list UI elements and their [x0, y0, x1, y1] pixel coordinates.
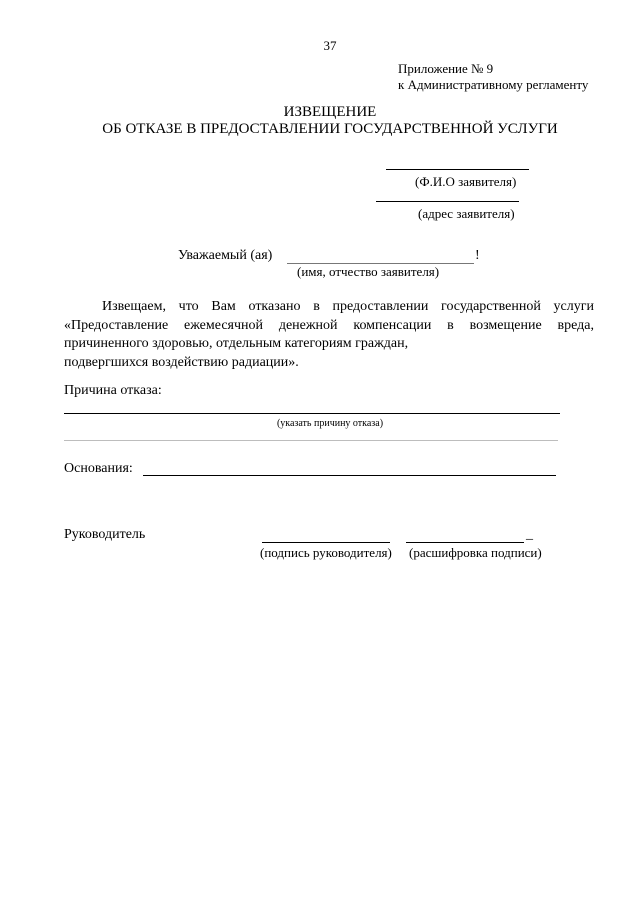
notice-body-line: Извещаем, что Вам отказано в предоставлении государственной услуги — [102, 299, 594, 314]
reason-caption: (указать причину отказа) — [276, 418, 384, 429]
appendix-reference: к Административному регламенту — [398, 77, 589, 92]
applicant-fio-caption: (Ф.И.О заявителя) — [415, 174, 517, 189]
basis-label: Основания: — [64, 461, 133, 476]
notice-body — [64, 298, 594, 372]
document-title: ИЗВЕЩЕНИЕ — [283, 104, 377, 120]
notice-body-line: «Предоставление ежемесячной денежной компенсации в возмещение вреда, — [64, 317, 594, 333]
applicant-fio-line — [386, 169, 529, 170]
page-number: 37 — [323, 38, 337, 53]
applicant-address-caption: (адрес заявителя) — [418, 206, 515, 221]
appendix-number: Приложение № 9 — [398, 61, 494, 76]
notice-body-line: подвергшихся воздействию радиации». — [64, 354, 299, 370]
notice-body-line: причиненного здоровью, отдельным категориям граждан, — [64, 336, 409, 351]
reason-line — [64, 413, 560, 414]
greeting-caption: (имя, отчество заявителя) — [297, 264, 440, 279]
basis-line — [143, 475, 556, 476]
signature-caption: (подпись руководителя) — [260, 545, 392, 560]
reason-second-line — [64, 440, 558, 441]
head-label: Руководитель — [64, 527, 146, 542]
greeting-suffix: ! — [475, 248, 480, 263]
signature-line — [262, 542, 390, 543]
decoding-dash: _ — [526, 527, 533, 542]
greeting-prefix: Уважаемый (ая) — [178, 248, 273, 263]
document-subtitle: ОБ ОТКАЗЕ В ПРЕДОСТАВЛЕНИИ ГОСУДАРСТВЕННОЙ УСЛУГИ — [102, 121, 558, 137]
reason-label: Причина отказа: — [64, 383, 162, 398]
applicant-address-line — [376, 201, 519, 202]
decoding-caption: (расшифровка подписи) — [409, 545, 542, 560]
decoding-line — [406, 542, 524, 543]
